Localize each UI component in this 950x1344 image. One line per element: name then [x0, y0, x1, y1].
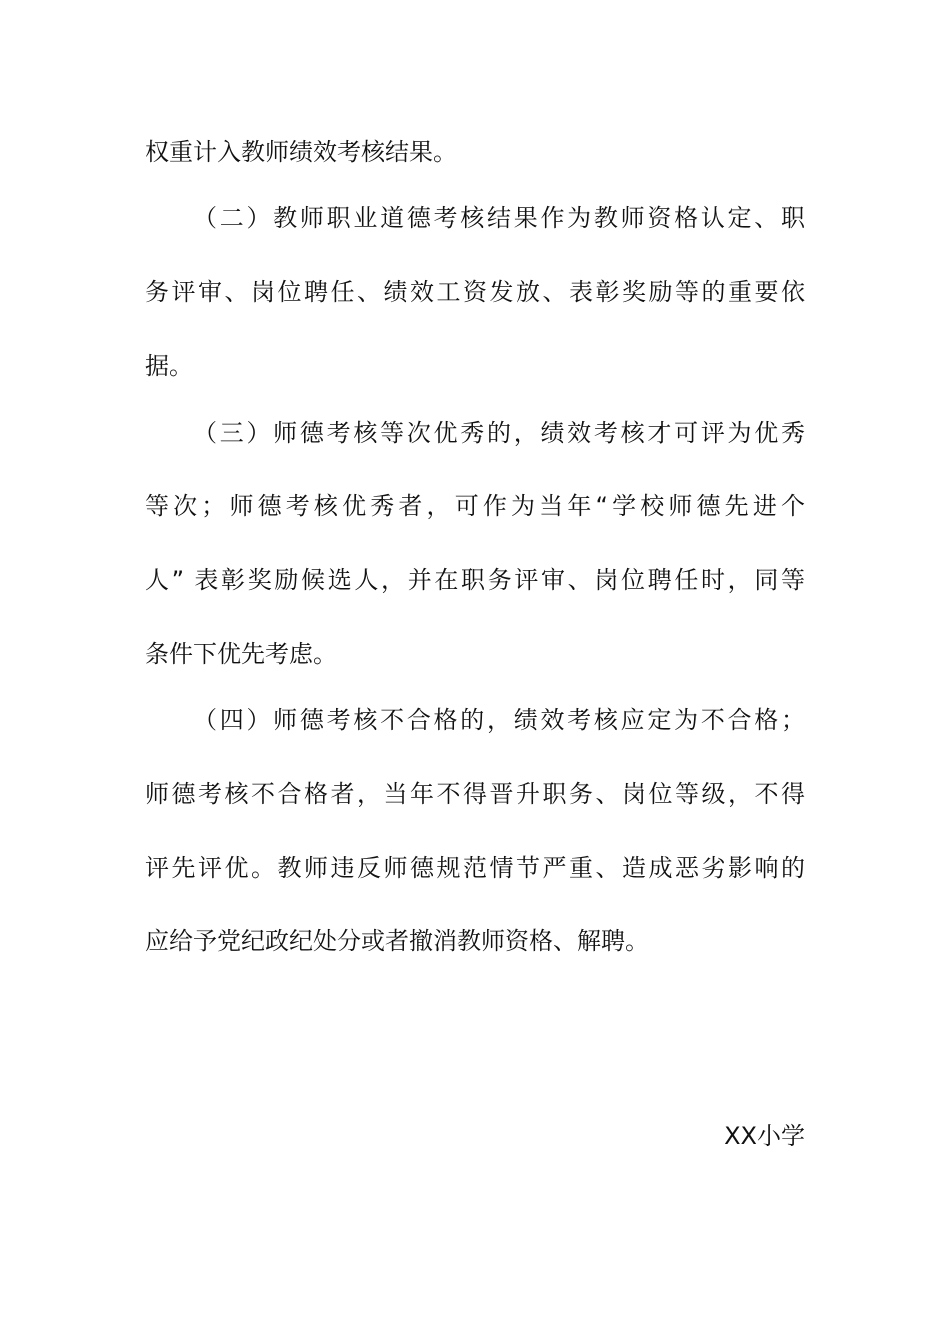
text-line: 据。 — [145, 352, 193, 380]
text-line: 应给予党纪政纪处分或者撤消教师资格、解聘。 — [145, 927, 649, 955]
text-line: （三）师德考核等次优秀的，绩效考核才可评为优秀 — [193, 419, 805, 447]
text-line: 等次；师德考核优秀者，可作为当年“学校师德先进个 — [145, 492, 805, 520]
text-line: （二）教师职业道德考核结果作为教师资格认定、职 — [193, 204, 805, 232]
signature: XX小学 — [724, 1122, 805, 1150]
text-line: 人” 表彰奖励候选人，并在职务评审、岗位聘任时，同等 — [145, 566, 805, 594]
text-line: 权重计入教师绩效考核结果。 — [145, 138, 457, 166]
text-line: 务评审、岗位聘任、绩效工资发放、表彰奖励等的重要依 — [145, 278, 805, 306]
text-line: 师德考核不合格者，当年不得晋升职务、岗位等级，不得 — [145, 780, 805, 808]
text-line: （四）师德考核不合格的，绩效考核应定为不合格； — [193, 706, 805, 734]
text-line: 评先评优。教师违反师德规范情节严重、造成恶劣影响的 — [145, 854, 805, 882]
text-line: 条件下优先考虑。 — [145, 640, 337, 668]
